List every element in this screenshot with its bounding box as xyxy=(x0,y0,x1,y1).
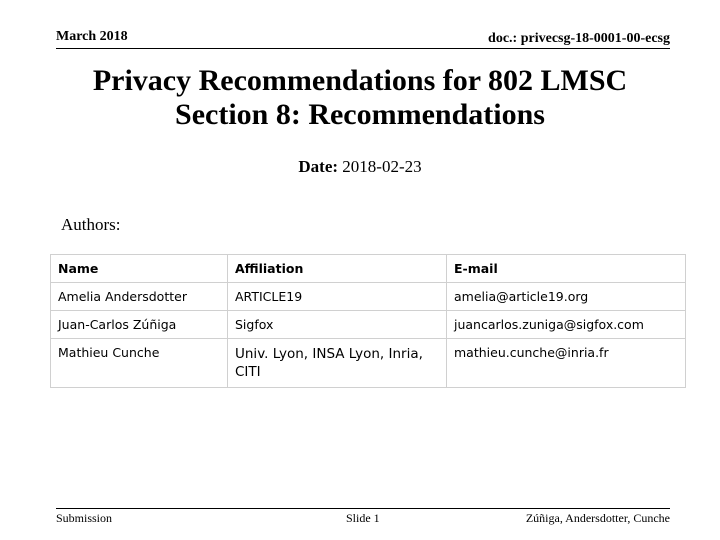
header-email: E-mail xyxy=(447,255,686,283)
header-divider xyxy=(56,48,670,49)
author-email: amelia@article19.org xyxy=(447,283,686,311)
table-row xyxy=(51,311,686,339)
header-date: March 2018 xyxy=(56,29,128,44)
author-affiliation: Univ. Lyon, INSA Lyon, Inria, CITI xyxy=(228,339,447,388)
author-name: Amelia Andersdotter xyxy=(51,283,228,311)
author-email: mathieu.cunche@inria.fr xyxy=(447,339,686,388)
author-affiliation: Sigfox xyxy=(228,311,447,339)
footer-authors: Zúñiga, Andersdotter, Cunche xyxy=(525,511,670,525)
header-name: Name xyxy=(51,255,228,283)
author-name: Mathieu Cunche xyxy=(51,339,228,388)
date-line xyxy=(0,157,720,177)
authors-label: Authors: xyxy=(61,215,121,234)
header-affiliation: Affiliation xyxy=(228,255,447,283)
authors-table xyxy=(50,254,686,388)
author-email: juancarlos.zuniga@sigfox.com xyxy=(447,311,686,339)
title-line-1: Privacy Recommendations for 802 LMSC xyxy=(92,64,628,97)
table-header-row xyxy=(51,255,686,283)
title-line-2: Section 8: Recommendations xyxy=(175,98,545,131)
slide-number: Slide 1 xyxy=(346,511,380,525)
footer-submission: Submission xyxy=(56,511,113,525)
document-id: doc.: privecsg-18-0001-00-ecsg xyxy=(488,31,670,46)
author-name: Juan-Carlos Zúñiga xyxy=(51,311,228,339)
table-row xyxy=(51,339,686,388)
date-label: Date: xyxy=(298,157,339,176)
date-value: 2018-02-23 xyxy=(342,157,422,176)
table-row xyxy=(51,283,686,311)
slide-title xyxy=(0,64,720,132)
footer-divider xyxy=(56,508,670,509)
author-affiliation: ARTICLE19 xyxy=(228,283,447,311)
